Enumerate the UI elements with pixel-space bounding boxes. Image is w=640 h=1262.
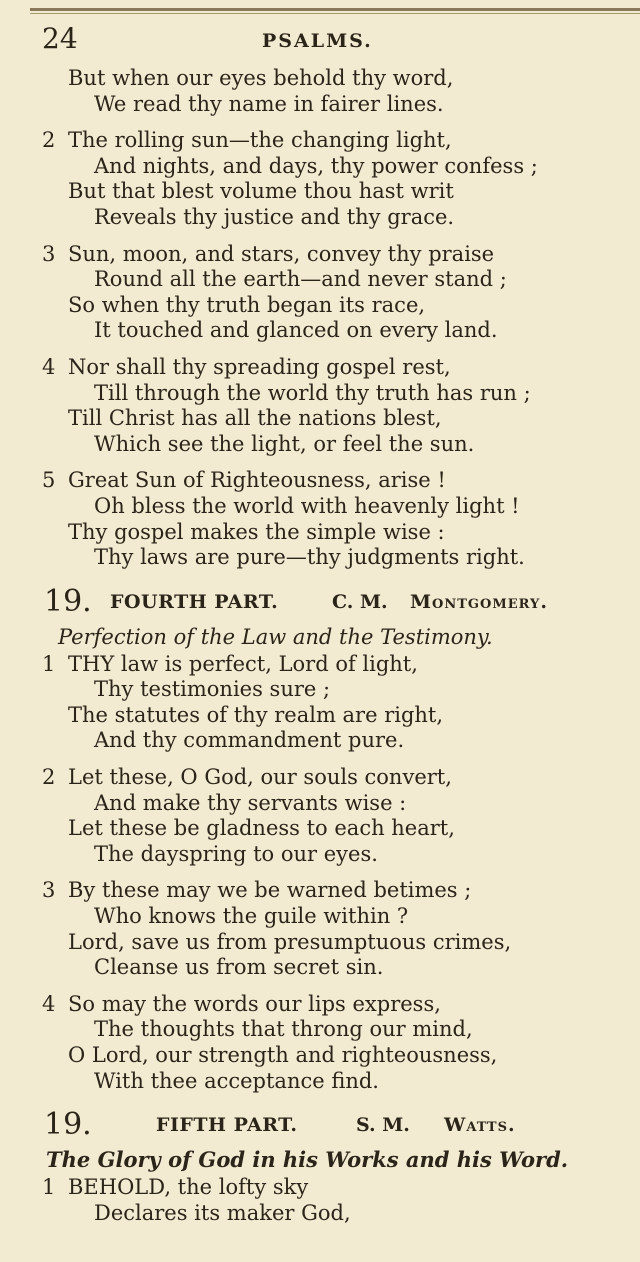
stanza	[0, 878, 640, 980]
verse-line: And thy commandment pure.	[94, 728, 405, 753]
hymn-meter: C. M.	[332, 590, 388, 613]
verse-line: Thy laws are pure—thy judgments right.	[94, 545, 525, 570]
verse-line: But that blest volume thou hast writ	[68, 179, 454, 204]
stanza-number: 1	[42, 1175, 56, 1200]
verse-line: 2 The rolling sun—the changing light,	[42, 128, 452, 153]
verse-line: And nights, and days, thy power confess ;	[94, 153, 538, 178]
verse-line: The dayspring to our eyes.	[94, 841, 378, 866]
verse-line: Thy gospel makes the simple wise :	[68, 519, 445, 544]
verse-line: So when thy truth began its race,	[68, 292, 426, 317]
stanza	[0, 652, 640, 754]
verse-line: Cleanse us from secret sin.	[94, 955, 384, 980]
stanza	[0, 1175, 640, 1226]
verse-line: 4 So may the words our lips express,	[42, 991, 441, 1016]
verse-line: The thoughts that throng our mind,	[94, 1017, 473, 1042]
hymn-author: Montgomery.	[410, 590, 548, 613]
stanza-number: 3	[42, 878, 56, 903]
stanza-number: 4	[42, 991, 56, 1016]
hymn-meter: S. M.	[356, 1114, 410, 1137]
page-number: 24	[42, 22, 78, 55]
hymn-part: FOURTH PART.	[110, 590, 279, 613]
stanza-number: 5	[42, 468, 56, 493]
verse-line: It touched and glanced on every land.	[94, 318, 498, 343]
verse-line: Till through the world thy truth has run ;	[94, 380, 531, 405]
hymn-number: 19.	[44, 1107, 92, 1143]
stanza	[0, 992, 640, 1094]
verse-line: Till Christ has all the nations blest,	[68, 406, 442, 431]
verse-line: But when our eyes behold thy word,	[68, 66, 454, 90]
stanza	[0, 468, 640, 570]
verse-line: O Lord, our strength and righteousness,	[68, 1043, 498, 1067]
verse-line: Lord, save us from presumptuous crimes,	[68, 929, 512, 954]
verse-line: Thy testimonies sure ;	[94, 677, 331, 702]
running-title: PSALMS.	[262, 30, 373, 52]
verse-line: Who knows the guile within ?	[94, 904, 409, 929]
verse-line: Oh bless the world with heavenly light !	[94, 493, 520, 518]
verse-line: Round all the earth—and never stand ;	[94, 267, 507, 292]
verse-line: 1 BEHOLD, the lofty sky	[42, 1175, 309, 1200]
verse-line: With thee acceptance find.	[94, 1068, 379, 1093]
stanza-number: 1	[42, 651, 56, 676]
verse-line: 1 THY law is perfect, Lord of light,	[42, 651, 418, 676]
page-body	[0, 66, 640, 1226]
verse-line: Declares its maker God,	[94, 1200, 351, 1225]
verse-line: 2 Let these, O God, our souls convert,	[42, 765, 452, 790]
verse-line: 4 Nor shall thy spreading gospel rest,	[42, 354, 451, 379]
stanza	[0, 765, 640, 867]
page-header	[42, 22, 622, 58]
hymn-part: FIFTH PART.	[156, 1114, 298, 1137]
top-rule	[30, 8, 640, 11]
stanza	[0, 355, 640, 457]
verse-line: Let these be gladness to each heart,	[68, 816, 455, 841]
verse-line: Which see the light, or feel the sun.	[94, 431, 475, 456]
stanza-number: 2	[42, 128, 56, 153]
stanza-number: 4	[42, 354, 56, 379]
top-rule-thin	[30, 13, 640, 14]
stanza	[0, 128, 640, 230]
hymn-subtitle: Perfection of the Law and the Testimony.	[58, 624, 493, 649]
verse-line: 3 By these may we be warned betimes ;	[42, 878, 472, 903]
stanza-number: 3	[42, 241, 56, 266]
hymn-author: Watts.	[444, 1114, 516, 1137]
hymn-subtitle: The Glory of God in his Works and his Word.	[46, 1147, 569, 1173]
hymn-heading	[0, 1105, 640, 1145]
verse-line: The statutes of thy realm are right,	[68, 702, 444, 727]
verse-line: Reveals thy justice and thy grace.	[94, 204, 455, 229]
hymn-heading	[0, 582, 640, 622]
verse-line: We read thy name in fairer lines.	[94, 91, 444, 116]
stanza	[0, 242, 640, 344]
hymn-number: 19.	[44, 583, 92, 619]
stanza-number: 2	[42, 765, 56, 790]
verse-line: 3 Sun, moon, and stars, convey thy praise	[42, 241, 495, 266]
verse-line: And make thy servants wise :	[94, 790, 407, 815]
verse-line: 5 Great Sun of Righteousness, arise !	[42, 468, 446, 493]
